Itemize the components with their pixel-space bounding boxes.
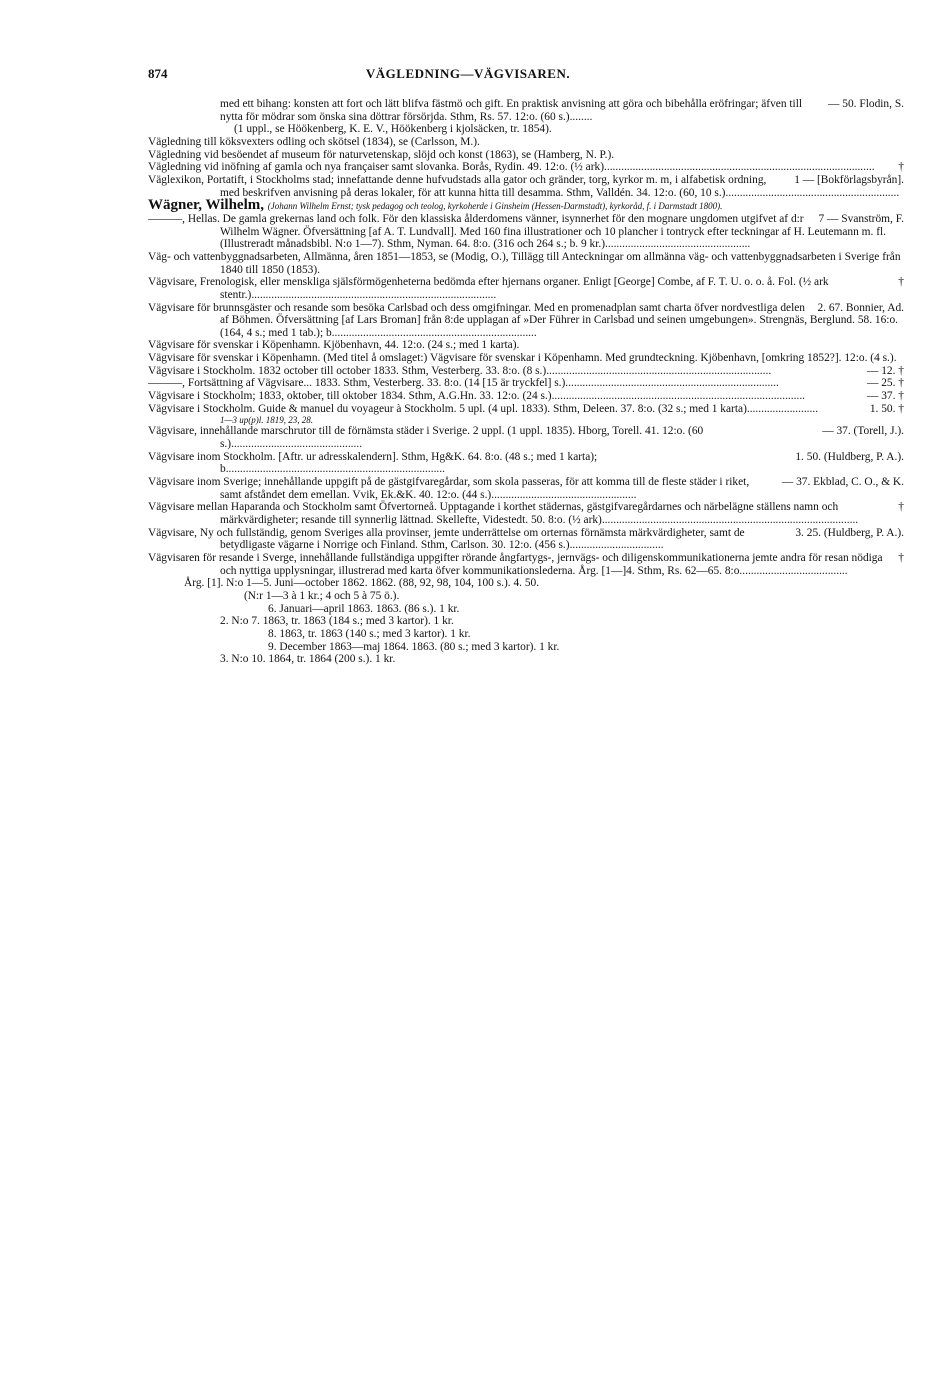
entry-text: vid inöfning af gamla och nya françaiser samt slovanka. Borås, Rydin. 49. 12:o. (½ ark)............................................................................................... (204, 161, 875, 174)
entry-heading: Vägvisare (148, 301, 198, 314)
entry-heading: Vägvisare, (148, 526, 200, 539)
bibliography-entry (148, 365, 904, 378)
entry-list (148, 98, 904, 666)
entry-heading: Vägvisare (148, 450, 198, 463)
entry-heading: Vägledning (148, 135, 204, 148)
bibliography-entry (148, 501, 904, 526)
entry-heading: Vägvisare, (148, 425, 200, 438)
bibliography-entry (148, 161, 904, 174)
entry-heading: Vägvisare (148, 476, 198, 489)
bibliography-entry (148, 251, 904, 276)
entry-text: till köksvexters odling och skötsel (1834), se (Carlsson, M.). (204, 135, 480, 148)
entry-price-publisher: 1. 50. (Huldberg, P. A.). (795, 450, 904, 463)
entry-heading: Vägvisare, (148, 276, 200, 289)
entry-text: för resande i Sverge, innehållande fullständiga uppgifter rörande ångfartygs-, jernvägs- och diligenskommunikationerna jemte andra för resan nödiga och nyttiga upplysningar, illustrerad med karta öfver kommunikationslederna. Årg. [1—]4. Sthm, Rs. 62—65. 8:o...................................... (202, 551, 883, 577)
bibliography-entry (148, 149, 904, 162)
entry-text: Ny och fullständig, genom Sveriges alla provinser, jemte underrättelse om orternas förnämsta märkvärdigheter, samt de betydligaste vägarne i Norrige och Finland. Sthm, Carlson. 30. 12:o. (456 s.)................................. (199, 526, 745, 552)
bibliography-entry (148, 451, 904, 476)
entry-text: Frenologisk, eller menskliga själsförmögenheterna bedömda efter hjernans organer. Enligt [George] Combe, af F. T. U. o. o. å. Fol. (½ ark stentr.)...................................................................................... (199, 276, 829, 301)
entry-heading: Vägledning (148, 161, 204, 174)
entry-heading: Vägvisare (148, 339, 198, 352)
argang-line: 6. Januari—april 1863. 1863. (86 s.). 1 kr. (268, 602, 460, 615)
entry-price-publisher: — 12. † (866, 364, 904, 377)
entry-text: mellan Haparanda och Stockholm samt Öfvertorneå. Upptagande i korthet städernas, gästgifvaregårdarnes och närbelägne ställens namn och märkvärdigheter; resande till synnerlig lättnad. Skellefte, Videstedt. 50. 8:o. (½ ark).......................................................................................... (197, 501, 859, 526)
page-number: 874 (148, 66, 168, 81)
entry-price-publisher: 1 — [Bokförlagsbyrån]. (794, 173, 904, 186)
entry-price-publisher: 7 — Svanström, F. (818, 212, 904, 225)
entry-price-publisher: 1. 50. † (869, 402, 904, 415)
bibliography-entry (148, 136, 904, 149)
bibliography-entry (148, 425, 904, 450)
entry-heading: ———, (148, 377, 188, 390)
bibliography-entry (148, 352, 904, 365)
bibliography-entry (148, 339, 904, 352)
bibliography-entry (148, 199, 904, 213)
entry-price-publisher: 3. 25. (Huldberg, P. A.). (795, 526, 904, 539)
argang-line: Årg. [1]. N:o 1—5. Juni—october 1862. 1862. (88, 92, 98, 104, 100 s.). 4. 50. (184, 577, 540, 590)
entry-heading: Vägvisare (148, 352, 198, 365)
entry-price-publisher: — 37. Ekblad, C. O., & K. (781, 476, 904, 489)
bibliography-entry (148, 276, 904, 301)
entry-price-publisher: † (898, 501, 904, 514)
bibliography-entry (148, 98, 904, 136)
argang-line: 8. 1863, tr. 1863 (140 s.; med 3 kartor). 1 kr. (268, 627, 471, 640)
argang-line: 3. N:o 10. 1864, tr. 1864 (200 s.). 1 kr. (220, 653, 396, 666)
bibliography-entry (148, 476, 904, 501)
entry-heading: Vägvisare (148, 390, 198, 403)
entry-heading: Vägvisare (148, 364, 198, 377)
bibliography-entry (148, 527, 904, 552)
bibliography-entry (148, 213, 904, 251)
entry-text: Hellas. De gamla grekernas land och folk. För den klassiska ålderdomens vänner, isynnerhet för den mognare ungdomen utgifvet af d:r Wilhelm Wägner. Öfversättning [af A. T. Lundvall]. Med 160 fina illustrationer och 10 plancher i tontryck efter teckningar af H. Leutemann m. fl. (Illustreradt månadsbibl. N:o 1—7). Sthm, Nyman. 64. 8:o. (316 och 264 s.; b. 9 kr.)................................................... (187, 212, 886, 251)
page-header (0, 66, 936, 82)
entry-heading: ———, (148, 212, 188, 225)
entry-text: i Stockholm. 1832 october till october 1833. Sthm, Vesterberg. 33. 8:o. (8 s.)............................................................................... (197, 364, 772, 377)
entry-heading: Väglexikon, (148, 173, 207, 186)
entry-price-publisher: † (898, 551, 904, 564)
bibliography-entry (148, 403, 904, 426)
bibliography-entry (148, 552, 904, 577)
entry-price-publisher: — 37. † (866, 390, 904, 403)
entry-text: för svenskar i Köpenhamn. Kjöbenhavn, 44. 12:o. (24 s.; med 1 karta). (197, 339, 520, 352)
bibliography-entry (148, 302, 904, 340)
entry-text: i Stockholm; 1833, oktober, till oktober 1834. Sthm, A.G.Hn. 33. 12:o. (24 s.)......................................................................................... (197, 390, 806, 403)
entry-heading: Wägner, Wilhelm, (148, 197, 268, 214)
entry-subnote: 1—3 up(p)l. 1819, 23, 28. (220, 415, 313, 426)
entry-price-publisher: — 50. Flodin, S. (828, 98, 904, 110)
entry-text: vid besöendet af museum för naturvetenskap, slöjd och konst (1863), se (Hamberg, N. P.). (204, 148, 615, 161)
entry-author-note: (Johann Wilhelm Ernst; tysk pedagog och teolog, kyrkoherde i Ginsheim (Hessen-Darmstadt), kyrkoråd, f. i Darmstadt 1800). (267, 201, 723, 212)
entry-text: inom Sverige; innehållande uppgift på de gästgifvaregårdar, som skola passeras, för att komma till de fleste städer i riket, samt afståndet dem emellan. Vvik, Ek.&K. 40. 12:o. (44 s.)................................................... (197, 476, 750, 501)
entry-heading: Väg- och (148, 250, 193, 263)
argang-line: 9. December 1863—maj 1864. 1863. (80 s.; med 3 kartor). 1 kr. (268, 640, 560, 653)
argang-line: (N:r 1—3 à 1 kr.; 4 och 5 à 75 ö.). (244, 589, 400, 602)
entry-text: innehållande marschrutor till de förnämsta städer i Sverige. 2 uppl. (1 uppl. 1835). Hborg, Torell. 41. 12:o. (60 s.).............................................. (199, 425, 704, 451)
entry-heading: Vägledning (148, 148, 204, 161)
entry-price-publisher: — 25. † (866, 377, 904, 390)
entry-text: inom Stockholm. [Aftr. ur adresskalendern]. Sthm, Hg&K. 64. 8:o. (48 s.; med 1 karta); b............................................................................. (197, 450, 598, 476)
running-title: VÄGLEDNING—VÄGVISAREN. (365, 66, 571, 81)
entry-text: vattenbyggnadsarbeten, Allmänna, åren 1851—1853, se (Modig, O.), Tillägg till Anteckningar om allmänna väg- och vattenbyggnadsarbeten i Sverige från 1840 till 1850 (1853). (192, 250, 901, 276)
entry-text: för svenskar i Köpenhamn. (Med titel å omslaget:) Vägvisare för svenskar i Köpenhamn. Med grundteckning. Kjöbenhavn, [omkring 1852?]. 12:o. (4 s.). (197, 352, 897, 365)
entry-note: (1 uppl., se Höökenberg, K. E. V., Höökenberg i kjolsäcken, tr. 1854). (234, 123, 552, 136)
bibliography-entry (148, 377, 904, 390)
entry-heading: Vägvisaren (148, 551, 203, 564)
argang-line: 2. N:o 7. 1863, tr. 1863 (184 s.; med 3 kartor). 1 kr. (220, 615, 454, 628)
entry-price-publisher: 2. 67. Bonnier, Ad. (817, 301, 904, 314)
bibliography-entry (148, 174, 904, 199)
bibliography-entry (148, 390, 904, 403)
entry-price-publisher: † (898, 276, 904, 289)
entry-price-publisher: — 37. (Torell, J.). (822, 425, 904, 438)
entry-heading: Vägvisare (148, 501, 198, 514)
entry-price-publisher: † (898, 161, 904, 174)
entry-text: Portatift, i Stockholms stad; innefattande denne hufvudstads alla gator och gränder, torg, kyrkor m. m, i alfabetisk ordning, med beskrifven anvisning på deras lokaler, för att kunna hitta till desamma. Sthm, Valldén. 34. 12:o. (60, 10 s.)............................................................. (206, 173, 900, 199)
entry-heading: Vägvisare (148, 402, 198, 415)
entry-text: med ett bihang: konsten att fort och lätt blifva fästmö och gift. En praktisk anvisning att göra och bibehålla eröfringar; äfven till nytta för mödrar som önska sina döttrar försörjda. Sthm, Rs. 57. 12:o. (60 s.)........ (220, 98, 803, 123)
entry-text: för brunnsgäster och resande som besöka Carlsbad och dess omgifningar. Med en promenadplan samt charta öfver nordvestliga delen af Böhmen. Öfversättning [af Lars Broman] från 8:de upplagan af »Der Führer in Carlsbad und seinen umgebungen». Strengnäs, Berglund. 58. 16:o. (164, 4 s.; med 1 tab.); b........................................................................ (197, 301, 898, 339)
entry-text: i Stockholm. Guide & manuel du voyageur à Stockholm. 5 upl. (4 upl. 1833). Sthm, Deleen. 37. 8:o. (32 s.; med 1 karta)......................... (197, 402, 819, 415)
entry-text: Fortsättning af Vägvisare... 1833. Sthm, Vesterberg. 33. 8:o. (14 [15 är tryckfel] s.)........................................................................... (187, 377, 779, 390)
